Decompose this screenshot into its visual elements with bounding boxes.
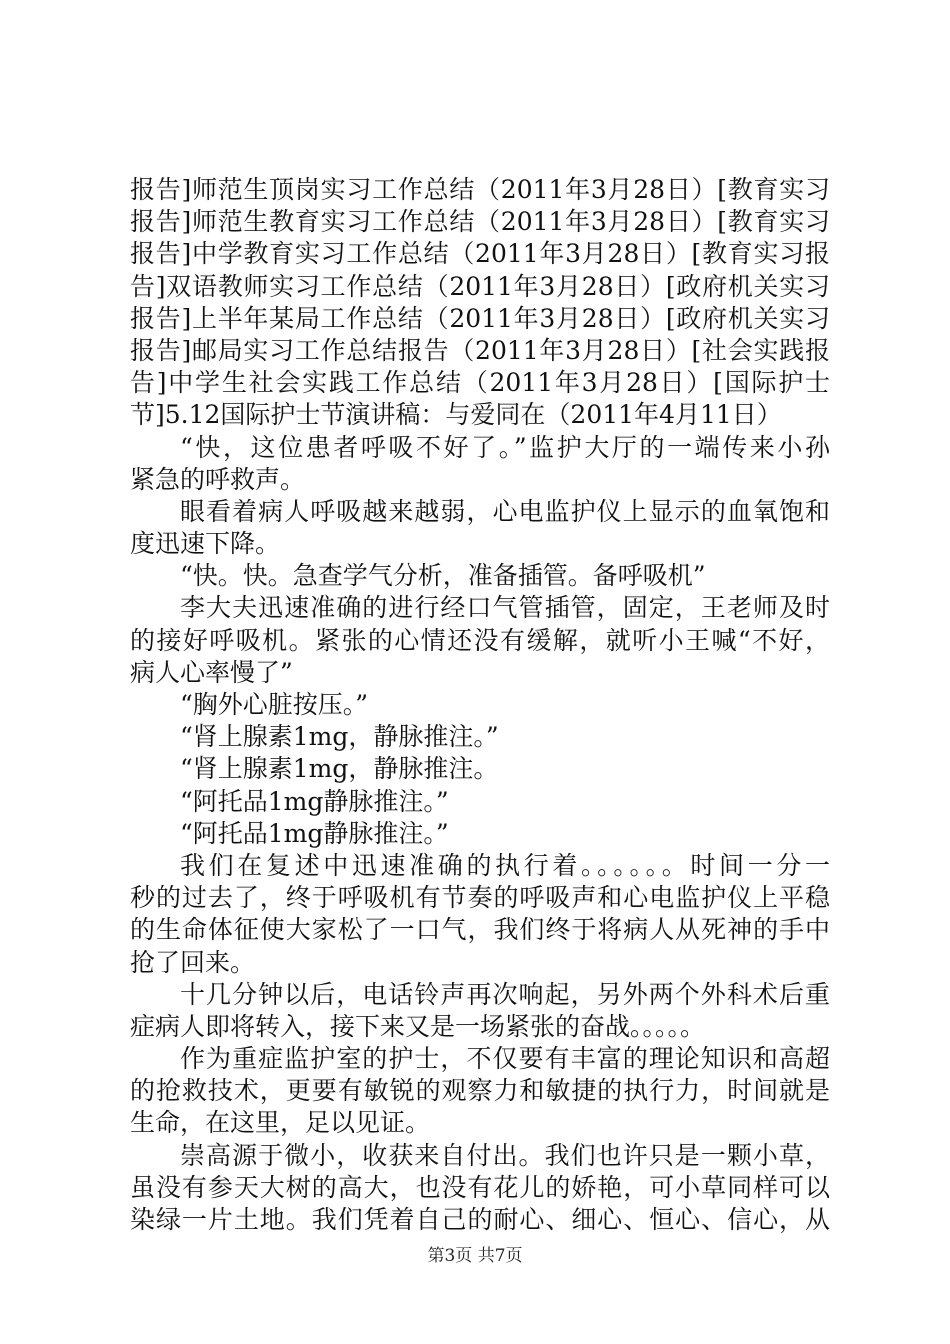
text-line: 报告]中学教育实习工作总结（2011年3月28日）[教育实习报 xyxy=(130,239,830,269)
text-line: 的生命体征使大家松了一口气，我们终于将病人从死神的手中 xyxy=(130,915,830,945)
text-line: 秒的过去了，终于呼吸机有节奏的呼吸声和心电监护仪上平稳 xyxy=(130,883,830,913)
paragraph-first-line: “胸外心脏按压。” xyxy=(180,690,369,719)
text-line: 症病人即将转入，接下来又是一场紧张的奋战。。。。。 xyxy=(130,1011,706,1041)
document-body xyxy=(130,174,830,1236)
page-number-footer: 第3页 共7页 xyxy=(427,1246,523,1266)
text-line: 紧急的呼救声。 xyxy=(130,464,306,494)
text-line: 报告]师范生顶岗实习工作总结（2011年3月28日）[教育实习 xyxy=(130,175,830,204)
paragraph-first-line: “肾上腺素1mg，静脉推注。” xyxy=(180,722,499,752)
text-line: 告]中学生社会实践工作总结（2011年3月28日）[国际护士 xyxy=(130,368,830,398)
text-line: 生命，在这里，足以见证。 xyxy=(130,1108,431,1138)
paragraph-first-line: 我们在复述中迅速准确的执行着。。。。。。时间一分一 xyxy=(180,850,830,880)
paragraph-first-line: “肾上腺素1mg，静脉推注。 xyxy=(180,754,499,784)
text-line: 节]5.12国际护士节演讲稿：与爱同在（2011年4月11日） xyxy=(130,400,782,430)
text-line: 报告]邮局实习工作总结报告（2011年3月28日）[社会实践报 xyxy=(130,335,830,365)
text-line: 的抢救技术，更要有敏锐的观察力和敏捷的执行力，时间就是 xyxy=(130,1076,830,1106)
paragraph-first-line: “快，这位患者呼吸不好了。”监护大厅的一端传来小孙 xyxy=(180,432,830,462)
text-line: 染绿一片土地。我们凭着自己的耐心、细心、恒心、信心，从 xyxy=(130,1205,830,1234)
text-line: 病人心率慢了” xyxy=(130,657,293,687)
paragraph-first-line: “快。快。急查学气分析，准备插管。备呼吸机” xyxy=(180,561,706,591)
text-line: 虽没有参天大树的高大，也没有花儿的娇艳，可小草同样可以 xyxy=(130,1172,830,1202)
text-line: 报告]上半年某局工作总结（2011年3月28日）[政府机关实习 xyxy=(130,303,830,333)
text-line: 度迅速下降。 xyxy=(130,529,281,559)
paragraph-first-line: 李大夫迅速准确的进行经口气管插管，固定，王老师及时 xyxy=(180,593,830,623)
paragraph-first-line: 崇高源于微小，收获来自付出。我们也许只是一颗小草， xyxy=(180,1140,830,1170)
text-line: 抢了回来。 xyxy=(130,947,256,977)
paragraph-first-line: “阿托品1mg静脉推注。” xyxy=(180,818,449,848)
paragraph-first-line: 十几分钟以后，电话铃声再次响起，另外两个外科术后重 xyxy=(180,979,830,1009)
text-line: 的接好呼吸机。紧张的心情还没有缓解，就听小王喊“不好， xyxy=(130,625,830,655)
paragraph-first-line: “阿托品1mg静脉推注。” xyxy=(180,786,449,816)
paragraph-first-line: 作为重症监护室的护士，不仅要有丰富的理论知识和高超 xyxy=(180,1044,830,1074)
text-line: 告]双语教师实习工作总结（2011年3月28日）[政府机关实习 xyxy=(130,271,830,301)
paragraph-first-line: 眼看着病人呼吸越来越弱，心电监护仪上显示的血氧饱和 xyxy=(180,496,830,526)
text-line: 报告]师范生教育实习工作总结（2011年3月28日）[教育实习 xyxy=(130,207,830,237)
